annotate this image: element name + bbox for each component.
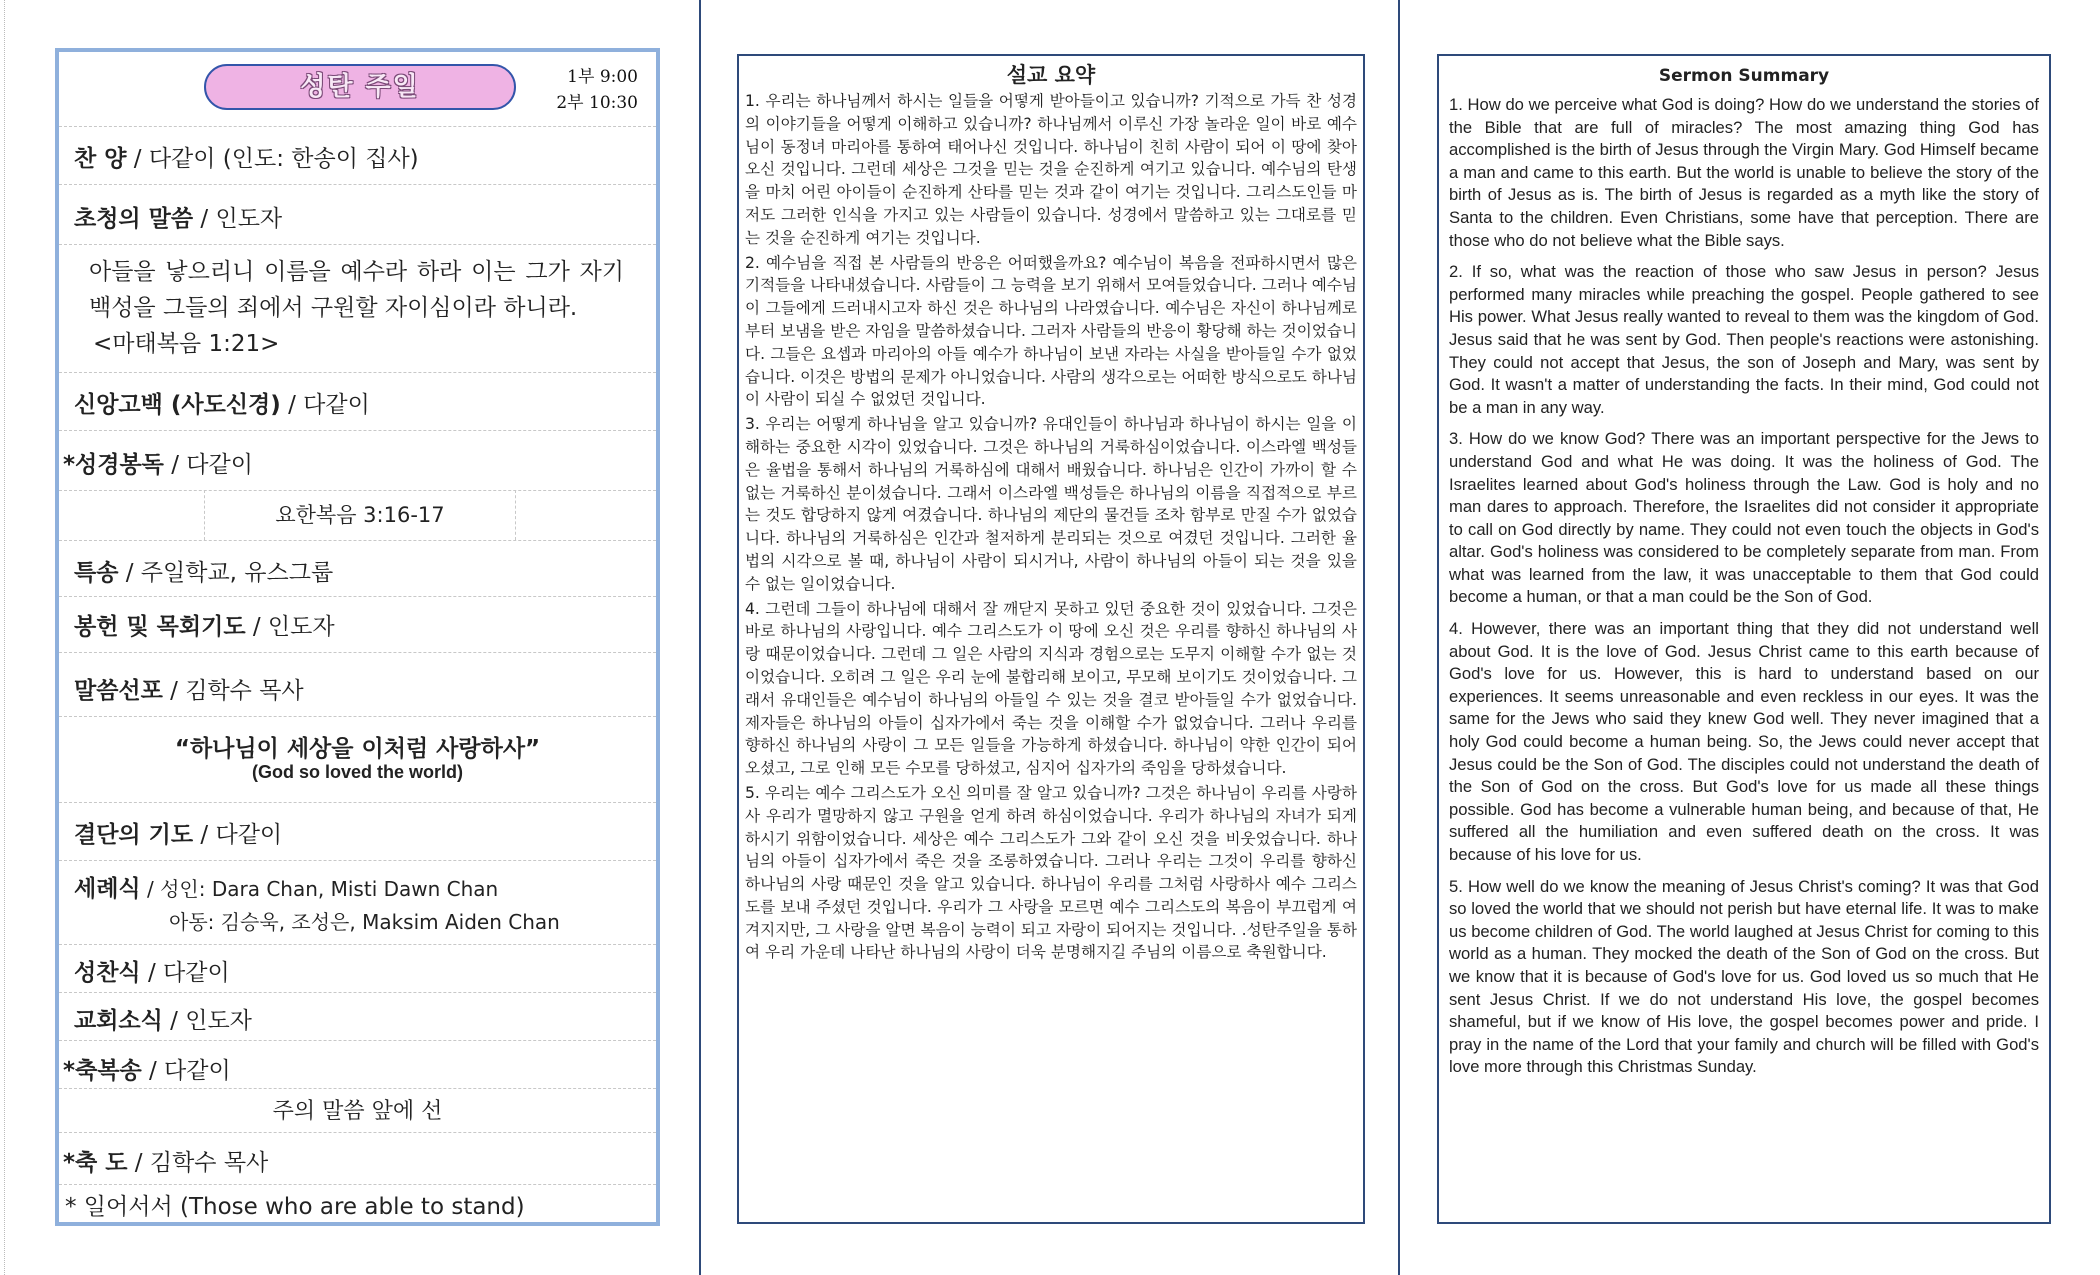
order-of-worship	[55, 48, 660, 1226]
item-detail: / 다같이	[140, 960, 230, 986]
item-offering	[59, 596, 656, 653]
frame-accent	[656, 522, 660, 662]
verse-reference: <마태복음 1:21>	[93, 331, 280, 357]
service-time-2: 2부 10:30	[556, 93, 638, 113]
item-detail: / 다같이	[280, 392, 370, 418]
item-benediction	[59, 1132, 656, 1185]
frame-accent	[656, 872, 660, 982]
item-praise	[59, 126, 656, 185]
item-label: 말씀선포	[74, 678, 163, 704]
item-special	[59, 540, 656, 597]
item-reading	[59, 430, 656, 491]
sermon-summary-english	[1437, 54, 2051, 1224]
item-label: *축 도	[63, 1150, 128, 1176]
item-label: 성찬식	[74, 960, 141, 986]
item-hymn	[59, 1040, 656, 1089]
item-label: *성경봉독	[63, 452, 164, 478]
item-detail: / 인도자	[193, 206, 283, 232]
summary-paragraph-3: 3. How do we know God? There was an important perspective for the Jews to understand God and what He was doing. It was the holiness of God. The Israelites learned about God's holiness through the Law. God is holy and no man dares to approach. Therefore, the Israelites did not consider it appropriate to call on God directly by name. They could not even touch the objects in God's altar. God's holiness was considered to be completely separate from man. From what was learned from the law, it was unacceptable to them that God could become a human, or that a man could be the Son of God.	[1449, 429, 2039, 607]
summary-paragraph-4: 4. However, there was an important thing that they did not understand well about God. It is the love of God. Jesus Christ came to this earth because of God's love for us. However, this is hard to understand based on our experiences. It seems unreasonable and even reckless in our eyes. It was the same for the Jews who said they knew God well. They never imagined that a holy God could become a human being. So, the Jews could never accept that Jesus could be the Son of God. The disciples could not understand the death of the Son of God on the cross. But God's love for us made all these things possible. God has become a vulnerable human being, and because of that, He suffered all the humiliation and even suffered death on the cross. It was because of his love for us.	[1449, 619, 2039, 864]
baptism-adults: / 성인: Dara Chan, Misti Dawn Chan	[140, 877, 499, 901]
sermon-title-english: (God so loved the world)	[252, 762, 463, 782]
item-verse	[59, 244, 656, 373]
column-divider-2	[1398, 0, 1400, 1275]
summary-paragraph-3: 3. 우리는 어떻게 하나님을 알고 있습니까? 유대인들이 하나님과 하나님이 하시는 일을 이해하는 중요한 시각이 있었습니다. 그것은 하나님의 거룩하심이었습니다. 이스라엘 백성들은 율법을 통해서 하나님의 거룩하심에 대해서 배웠습니다. 하나님은 인간이 가까이 할 수 없는 거룩하신 분이셨습니다. 그래서 이스라엘 백성들은 하나님의 이름을 직접적으로 부르는 것도 합당하지 않게 여겼습니다. 하나님의 제단의 물건들 조차 함부로 만질 수가 없었습니다. 하나님의 거룩하심은 인간과 철저하게 분리되는 것으로 여겼던 것입니다. 그러한 율법의 시각으로 볼 때, 하나님이 사람이 되시거나, 사람이 하나님의 아들이 되는 것을 있을 수 없는 일이었습니다.	[745, 415, 1357, 593]
item-detail: / 인도자	[245, 614, 335, 640]
item-creed	[59, 372, 656, 431]
summary-paragraph-4: 4. 그런데 그들이 하나님에 대해서 잘 깨닫지 못하고 있던 중요한 것이 있었습니다. 그것은 바로 하나님의 사랑입니다. 예수 그리스도가 이 땅에 오신 것은 우리를 향하신 하나님의 사랑 때문이었습니다. 그런데 그 일은 사람의 지식과 경험으로는 도무지 이해할 수가 없는 것이었습니다. 오히려 그 일은 우리 눈에 불합리해 보이고, 무모해 보이기도 것이었습니다. 그래서 유대인들은 예수님이 하나님의 아들일 수 있는 것을 결코 받아들일 수가 없었습니다. 제자들은 하나님의 아들이 십자가에서 죽는 것을 이해할 수가 없었습니다. 그러나 우리를 향하신 하나님의 사랑이 그 모든 일들을 가능하게 하셨습니다. 하나님이 약한 인간이 되어 오셨고, 그로 인해 모든 수모를 당하셨고, 심지어 십자가의 죽임을 당하셨습니다.	[745, 599, 1357, 778]
column-divider-1	[699, 0, 701, 1275]
summary-paragraph-2: 2. If so, what was the reaction of those who saw Jesus in person? Jesus performed many miracles while preaching the gospel. People gathered to see His power. What Jesus really wanted to reveal to them was the kingdom of God. Jesus said that he was sent by God. Then people's reactions were astonishing. They could not accept that Jesus, the son of Joseph and Mary, was sent by God. It wasn't a matter of understanding the facts. In their mind, God could not be a man in any way.	[1449, 262, 2039, 417]
summary-title: 설교 요약	[1006, 63, 1096, 87]
item-prayer	[59, 802, 656, 861]
item-detail: / 다같이	[163, 452, 253, 478]
item-label: 결단의 기도	[74, 822, 194, 848]
item-detail: / 다같이	[141, 1058, 231, 1084]
item-sermon-title	[59, 716, 656, 803]
summary-paragraph-1: 1. How do we perceive what God is doing? How do we understand the stories of the Bible that are full of miracles? The most amazing thing God has accomplished is the birth of Jesus through the Virgin Mary. God Himself became a man and came to this earth. But the world is unable to believe the story of the birth of Jesus as is. The birth of Jesus is regarded as a myth like the story of Santa to the children. Even Christians, some have that perception. There are those who do not believe what the Bible says.	[1449, 95, 2039, 250]
frame-accent	[55, 952, 59, 1072]
service-times	[556, 64, 638, 116]
summary-title: Sermon Summary	[1658, 66, 1830, 86]
item-detail: / 김학수 목사	[127, 1150, 269, 1176]
summary-paragraph-5: 5. How well do we know the meaning of Jesus Christ's coming? It was that God so loved the world that we should not perish but have eternal life. It was to make us become children of God. The world laughed at Jesus Christ for coming to this world as a human. They mocked the death of the Son of God on the cross. But we know that it is because of God's love for us. God loved us so much that He sent Jesus Christ. If we do not understand His love, the gospel becomes shameful, but if we know of His love, the gospel becomes power and pride. I pray in the name of the Lord that your family and church will be filled with God's love more through this Christmas Sunday.	[1449, 876, 2039, 1077]
item-detail: / 주일학교, 유스그룹	[118, 560, 334, 586]
item-label: 교회소식	[74, 1008, 163, 1034]
item-detail: / 인도자	[162, 1008, 252, 1034]
item-label: *축복송	[63, 1058, 142, 1084]
item-baptism	[59, 860, 656, 945]
summary-paragraph-5: 5. 우리는 예수 그리스도가 오신 의미를 잘 알고 있습니까? 그것은 하나님이 우리를 사랑하사 우리가 멸망하지 않고 구원을 얻게 하려 하심이었습니다. 우리가 하나님의 자녀가 되게 하시기 위함이었습니다. 세상은 예수 그리스도가 그와 같이 오신 것을 비웃었습니다. 하나님의 아들이 십자가에서 죽은 것을 조롱하였습니다. 그러나 우리는 그것이 우리를 향하신 하나님의 사랑 때문인 것을 알고 있습니다. 하나님이 우리를 그처럼 사랑하사 예수 그리스도를 보내 주셨던 것입니다. 우리가 그 사랑을 모르면 예수 그리스도의 복음이 부끄럽게 여겨지지만, 그 사랑을 알면 복음이 능력이 되고 자랑이 되어지는 것입니다. .성탄주일을 통하여 우리 가운데 나타난 하나님의 사랑이 더욱 분명해지길 주님의 이름으로 축원합니다.	[745, 783, 1357, 962]
service-time-1: 1부 9:00	[567, 67, 638, 87]
item-footnote	[59, 1184, 656, 1224]
item-invitation	[59, 184, 656, 245]
sermon-title-korean: “하나님이 세상을 이처럼 사랑하사”	[174, 736, 541, 762]
reading-reference: 요한복음 3:16-17	[204, 490, 516, 540]
item-label: 세례식	[74, 876, 141, 902]
baptism-children: 아동: 김승욱, 조성은, Maksim Aiden Chan	[169, 910, 560, 934]
standing-footnote: * 일어서서 (Those who are able to stand)	[65, 1194, 525, 1220]
item-before-word	[59, 1088, 656, 1133]
sermon-summary-korean	[737, 54, 1365, 1224]
before-word-text: 주의 말씀 앞에 선	[272, 1099, 443, 1124]
item-detail: / 다같이	[193, 822, 283, 848]
frame-accent	[656, 212, 660, 272]
item-communion	[59, 944, 656, 993]
frame-accent	[55, 572, 59, 772]
title-badge: 성탄 주일	[204, 64, 516, 110]
frame-accent	[55, 302, 59, 392]
verse-text: 아들을 낳으리니 이름을 예수라 하라 이는 그가 자기 백성을 그들의 죄에서 구원할 자이심이라 하니라.	[89, 259, 624, 321]
item-label: 초청의 말씀	[74, 206, 194, 232]
item-label: 찬 양	[74, 146, 127, 172]
item-label: 봉헌 및 목회기도	[74, 614, 246, 640]
item-sermon	[59, 652, 656, 717]
summary-paragraph-2: 2. 예수님을 직접 본 사람들의 반응은 어떠했을까요? 예수님이 복음을 전파하시면서 많은 기적들을 나타내셨습니다. 사람들이 그 능력을 보기 위해서 모여들었습니다. 그러나 예수님이 그들에게 드러내시고자 하신 것은 하나님의 나라였습니다. 예수님은 자신이 하나님께로부터 보냄을 받은 자임을 말씀하셨습니다. 그러자 사람들의 반응이 황당해 하는 것이었습니다. 그들은 요셉과 마리아의 아들 예수가 하나님이 보낸 자라는 사실을 받아들일 수가 없었습니다. 이것은 방법의 문제가 아니었습니다. 사람의 생각으로는 어떠한 방식으로도 하나님이 사람이 되실 수 없었던 것입니다.	[745, 253, 1357, 409]
item-label: 특송	[74, 560, 119, 586]
item-news	[59, 992, 656, 1041]
frame-accent	[55, 152, 59, 222]
page-edge-guide	[4, 0, 5, 1275]
summary-paragraph-1: 1. 우리는 하나님께서 하시는 일들을 어떻게 받아들이고 있습니까? 기적으로 가득 찬 성경의 이야기들을 어떻게 이해하고 있습니까? 하나님께서 이루신 가장 놀라운 일이 바로 예수님이 동정녀 마리아를 통하여 태어나신 것입니다. 하나님이 친히 사람이 되어 이 땅에 찾아 오신 것입니다. 그런데 세상은 그것을 믿는 것을 순진하게 여기고 있습니다. 예수님의 탄생을 마치 어린 아이들이 순진하게 산타를 믿는 것과 같이 여기는 것입니다. 그리스도인들 마저도 그러한 인식을 가지고 있는 사람들이 있습니다. 성경에서 말씀하고 있는 그대로를 믿는 것을 순진하게 여기는 것입니다.	[745, 92, 1357, 247]
item-detail: / 김학수 목사	[162, 678, 304, 704]
item-label: 신앙고백 (사도신경)	[74, 392, 281, 418]
item-reading-ref	[59, 490, 656, 541]
item-detail: / 다같이 (인도: 한송이 집사)	[126, 146, 419, 172]
header-row	[59, 52, 656, 127]
